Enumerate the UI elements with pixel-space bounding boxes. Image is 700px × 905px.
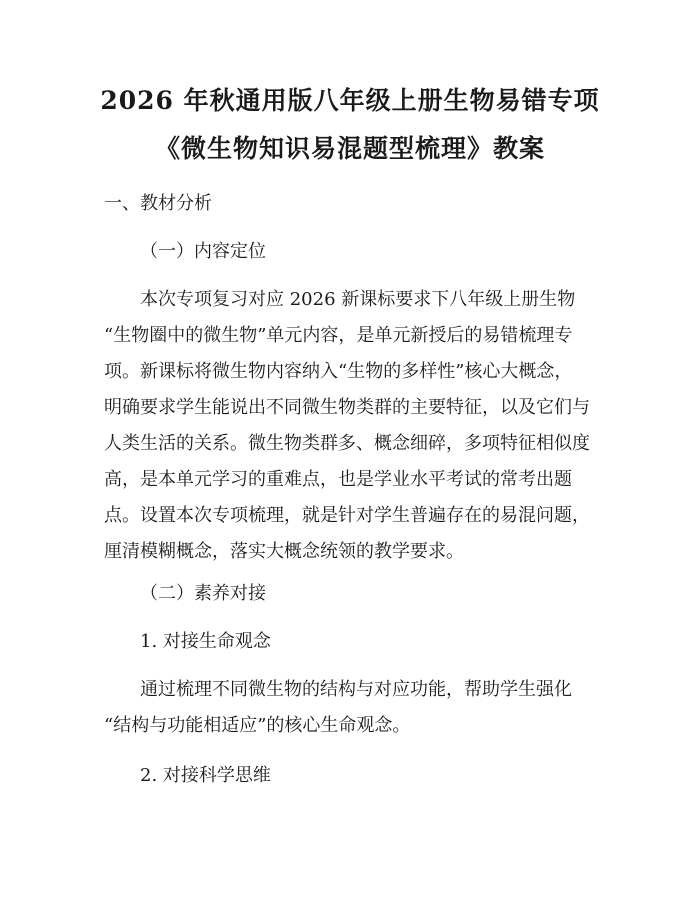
paragraph-line: 人类生活的关系。微生物类群多、概念细碎，多项特征相似度 <box>104 433 590 454</box>
paragraph-line: 厘清模糊概念，落实大概念统领的教学要求。 <box>104 541 464 562</box>
subsection-heading-literacy-alignment: （二）素养对接 <box>140 583 266 604</box>
paragraph-line: 高，是本单元学习的重难点，也是学业水平考试的常考出题 <box>104 469 572 490</box>
section-heading-textbook-analysis: 一、教材分析 <box>104 193 212 214</box>
paragraph-line: 点。设置本次专项梳理，就是针对学生普遍存在的易混问题， <box>104 505 590 526</box>
paragraph-line: “结构与功能相适应”的核心生命观念。 <box>104 715 411 736</box>
item-heading-life-concept: 1. 对接生命观念 <box>140 631 271 652</box>
document-title-line-1: 2026 年秋通用版八年级上册生物易错专项 <box>100 86 600 115</box>
paragraph-line: 项。新课标将微生物内容纳入“生物的多样性”核心大概念， <box>104 361 573 382</box>
paragraph-line: 通过梳理不同微生物的结构与对应功能，帮助学生强化 <box>140 679 572 700</box>
paragraph-line: 本次专项复习对应 2026 新课标要求下八年级上册生物 <box>140 289 576 310</box>
document-title-line-2: 《微生物知识易混题型梳理》教案 <box>154 134 545 163</box>
item-heading-scientific-thinking: 2. 对接科学思维 <box>140 765 271 786</box>
paragraph-line: “生物圈中的微生物”单元内容，是单元新授后的易错梳理专 <box>104 325 573 346</box>
subsection-heading-content-positioning: （一）内容定位 <box>140 241 266 262</box>
paragraph-line: 明确要求学生能说出不同微生物类群的主要特征，以及它们与 <box>104 397 590 418</box>
